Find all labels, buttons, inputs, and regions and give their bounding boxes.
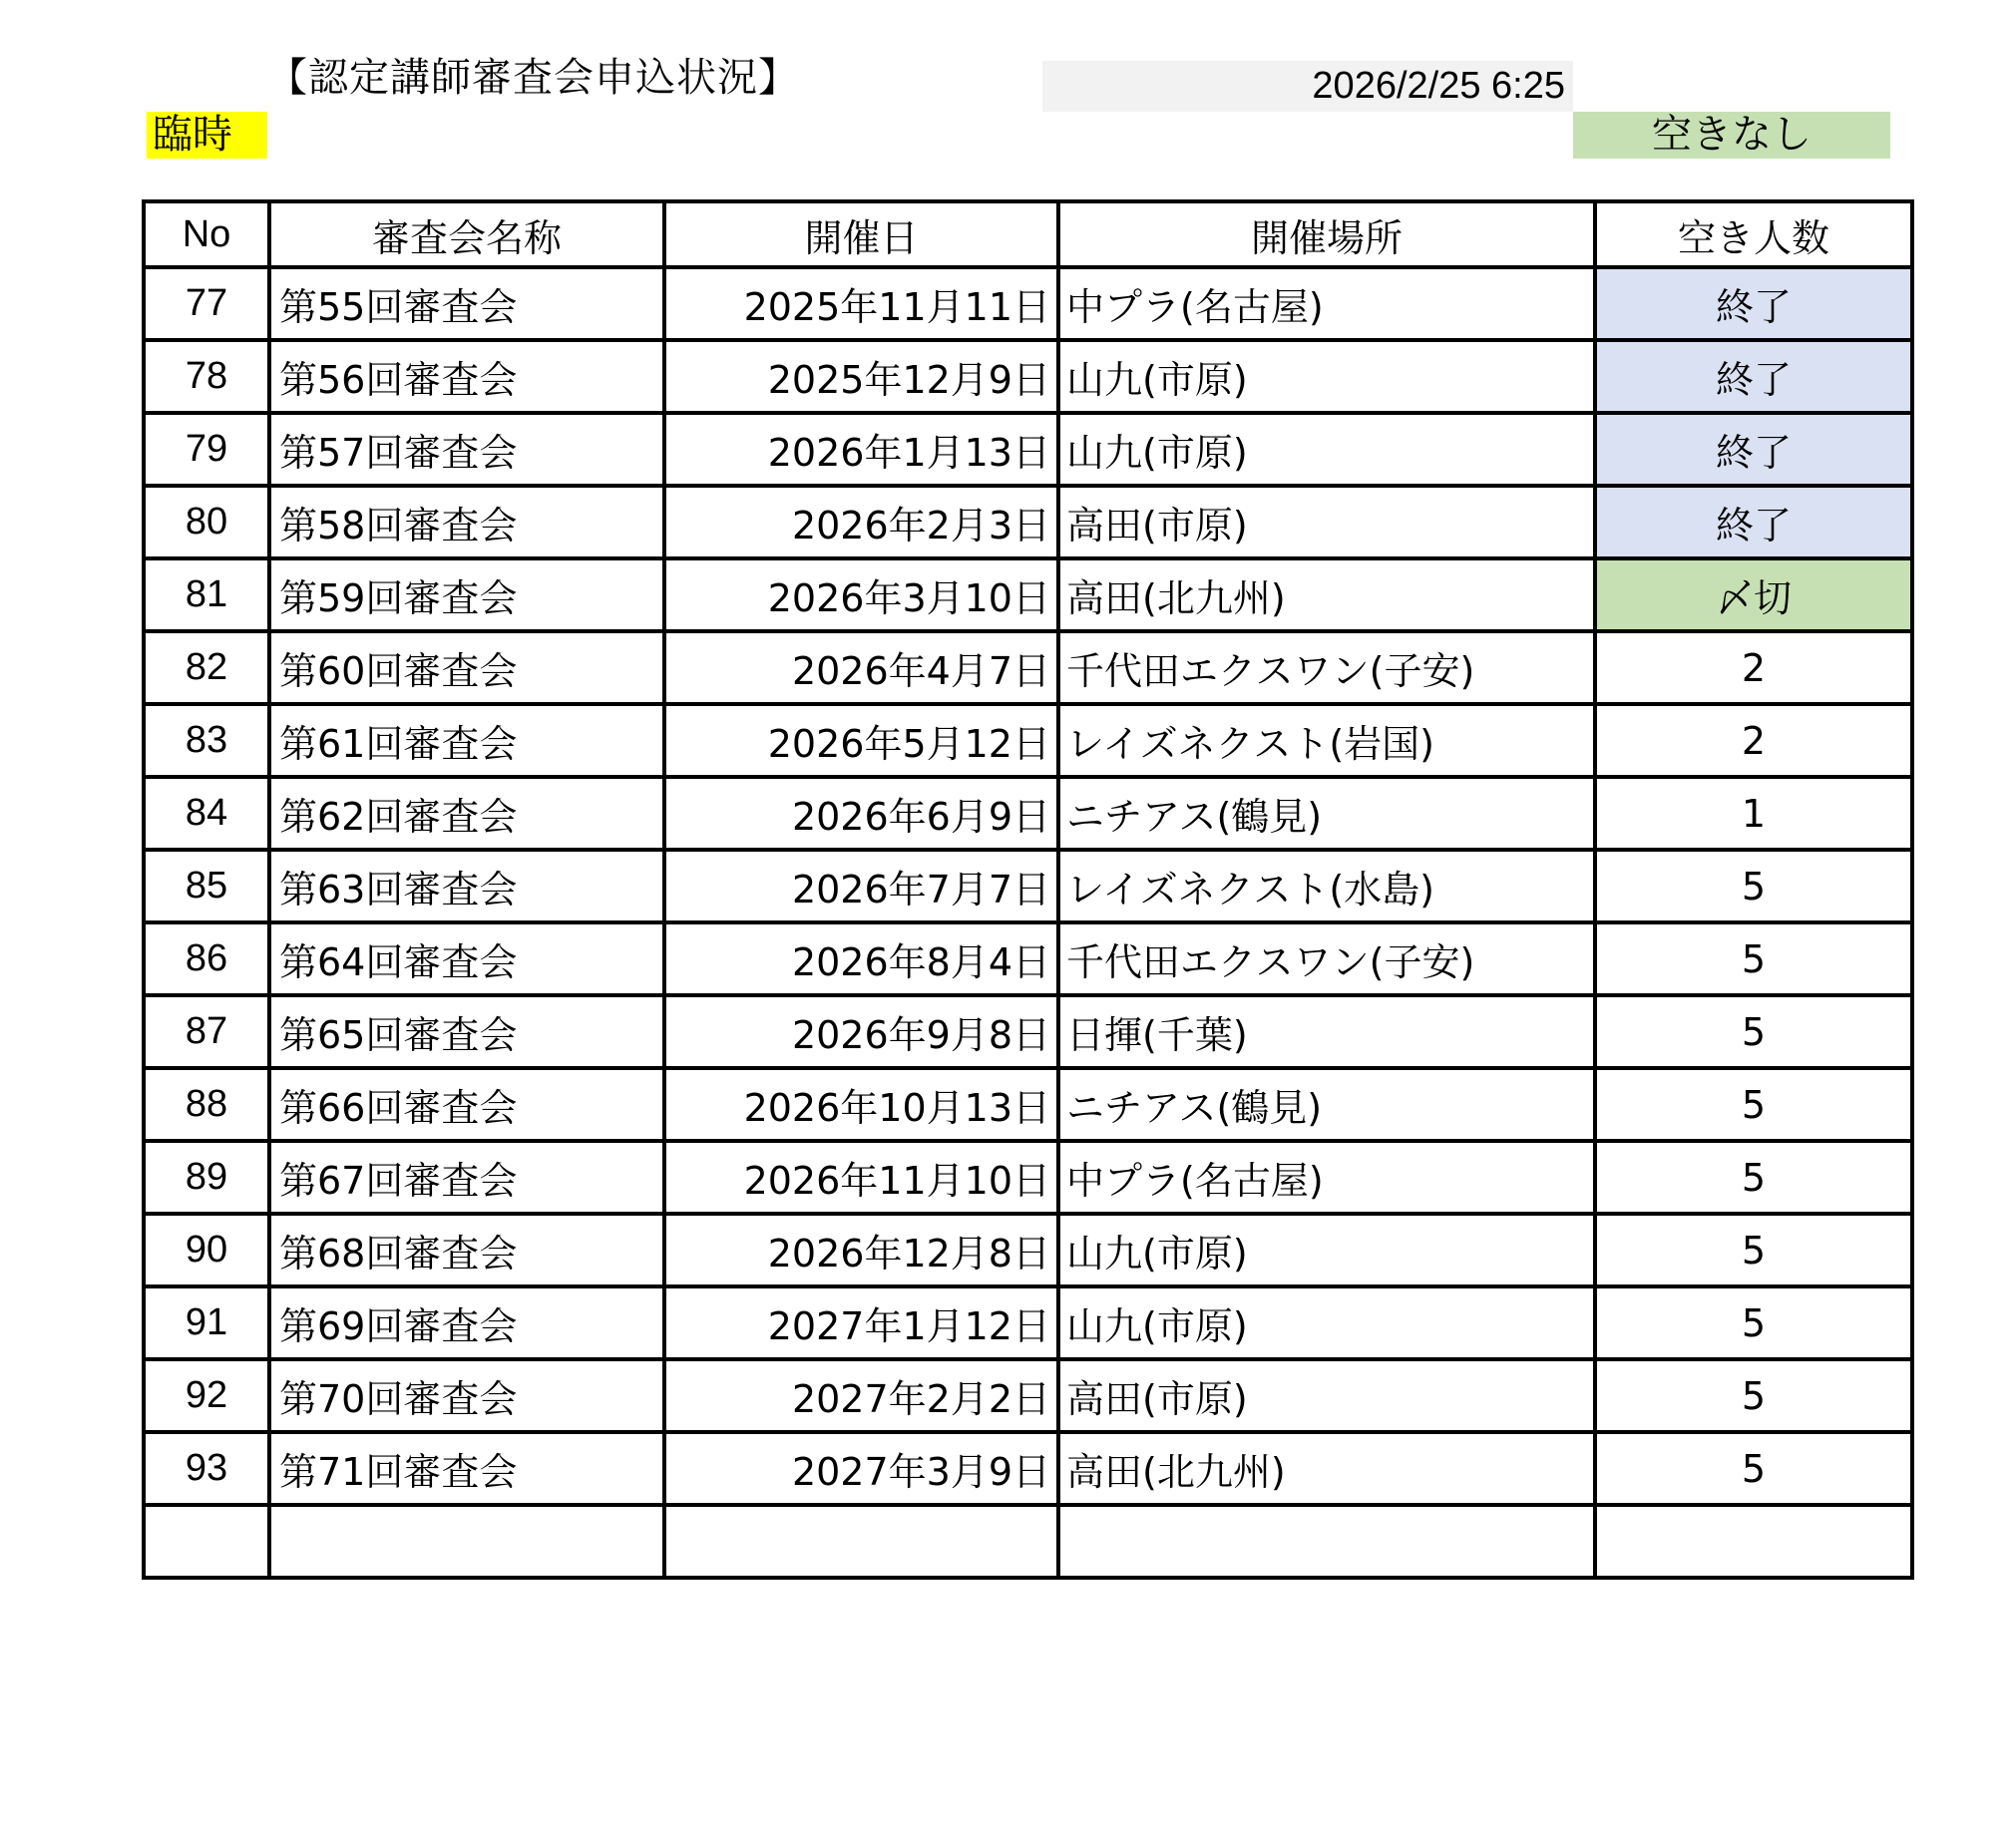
cell-name: 第68回審査会 bbox=[269, 1214, 664, 1286]
cell-availability: 終了 bbox=[1595, 413, 1912, 486]
cell-date: 2026年7月7日 bbox=[664, 850, 1058, 922]
table-row bbox=[144, 631, 1912, 704]
cell-no: 91 bbox=[144, 1286, 269, 1359]
cell-name: 第66回審査会 bbox=[269, 1068, 664, 1141]
cell-date: 2026年8月4日 bbox=[664, 922, 1058, 995]
cell-venue: 高田(市原) bbox=[1058, 486, 1595, 558]
cell-date: 2027年3月9日 bbox=[664, 1432, 1058, 1505]
cell-date: 2027年1月12日 bbox=[664, 1286, 1058, 1359]
cell-availability: 5 bbox=[1595, 995, 1912, 1068]
cell-venue: ニチアス(鶴見) bbox=[1058, 777, 1595, 850]
cell-no: 84 bbox=[144, 777, 269, 850]
cell-name: 第63回審査会 bbox=[269, 850, 664, 922]
cell-venue: 高田(北九州) bbox=[1058, 1432, 1595, 1505]
cell-availability: 5 bbox=[1595, 1068, 1912, 1141]
cell-name: 第62回審査会 bbox=[269, 777, 664, 850]
table-row bbox=[144, 922, 1912, 995]
cell-availability: 5 bbox=[1595, 1214, 1912, 1286]
cell-no: 79 bbox=[144, 413, 269, 486]
cell-no: 92 bbox=[144, 1359, 269, 1432]
column-header-availability: 空き人数 bbox=[1595, 201, 1912, 267]
cell-availability: 5 bbox=[1595, 850, 1912, 922]
cell-availability: 5 bbox=[1595, 1359, 1912, 1432]
table-row bbox=[144, 1068, 1912, 1141]
table-row bbox=[144, 558, 1912, 631]
cell-venue: 中プラ(名古屋) bbox=[1058, 267, 1595, 340]
table-row bbox=[144, 486, 1912, 558]
legend-no-vacancy: 空きなし bbox=[1573, 112, 1890, 159]
cell-date: 2026年4月7日 bbox=[664, 631, 1058, 704]
cell-availability bbox=[1595, 1505, 1912, 1578]
cell-availability: 5 bbox=[1595, 922, 1912, 995]
cell-venue: 千代田エクスワン(子安) bbox=[1058, 631, 1595, 704]
cell-availability: 5 bbox=[1595, 1286, 1912, 1359]
cell-name: 第56回審査会 bbox=[269, 340, 664, 413]
cell-name: 第71回審査会 bbox=[269, 1432, 664, 1505]
cell-venue: ニチアス(鶴見) bbox=[1058, 1068, 1595, 1141]
table-header-row bbox=[144, 201, 1912, 267]
cell-venue: 中プラ(名古屋) bbox=[1058, 1141, 1595, 1214]
cell-name: 第60回審査会 bbox=[269, 631, 664, 704]
schedule-table bbox=[142, 199, 1914, 1580]
cell-name: 第67回審査会 bbox=[269, 1141, 664, 1214]
cell-date: 2026年3月10日 bbox=[664, 558, 1058, 631]
cell-name: 第59回審査会 bbox=[269, 558, 664, 631]
updated-timestamp: 2026/2/25 6:25 bbox=[1042, 61, 1573, 112]
cell-date: 2026年1月13日 bbox=[664, 413, 1058, 486]
table-row bbox=[144, 1214, 1912, 1286]
cell-venue: 千代田エクスワン(子安) bbox=[1058, 922, 1595, 995]
column-header-name: 審査会名称 bbox=[269, 201, 664, 267]
cell-venue: 山九(市原) bbox=[1058, 1286, 1595, 1359]
cell-no: 87 bbox=[144, 995, 269, 1068]
cell-no: 83 bbox=[144, 704, 269, 777]
cell-no: 88 bbox=[144, 1068, 269, 1141]
cell-no: 93 bbox=[144, 1432, 269, 1505]
table-row bbox=[144, 1505, 1912, 1578]
cell-name: 第70回審査会 bbox=[269, 1359, 664, 1432]
cell-no: 81 bbox=[144, 558, 269, 631]
cell-name: 第55回審査会 bbox=[269, 267, 664, 340]
table-row bbox=[144, 777, 1912, 850]
table-row bbox=[144, 1359, 1912, 1432]
cell-venue: 高田(市原) bbox=[1058, 1359, 1595, 1432]
cell-date: 2026年2月3日 bbox=[664, 486, 1058, 558]
cell-date bbox=[664, 1505, 1058, 1578]
table-row bbox=[144, 995, 1912, 1068]
column-header-no: No bbox=[144, 201, 269, 267]
cell-no: 80 bbox=[144, 486, 269, 558]
cell-no: 86 bbox=[144, 922, 269, 995]
cell-date: 2026年10月13日 bbox=[664, 1068, 1058, 1141]
cell-date: 2027年2月2日 bbox=[664, 1359, 1058, 1432]
cell-date: 2025年11月11日 bbox=[664, 267, 1058, 340]
cell-venue: レイズネクスト(岩国) bbox=[1058, 704, 1595, 777]
cell-name: 第58回審査会 bbox=[269, 486, 664, 558]
cell-date: 2026年11月10日 bbox=[664, 1141, 1058, 1214]
table-row bbox=[144, 1432, 1912, 1505]
cell-name: 第69回審査会 bbox=[269, 1286, 664, 1359]
cell-name: 第57回審査会 bbox=[269, 413, 664, 486]
cell-availability: 5 bbox=[1595, 1432, 1912, 1505]
cell-date: 2026年6月9日 bbox=[664, 777, 1058, 850]
table-row bbox=[144, 413, 1912, 486]
cell-no: 78 bbox=[144, 340, 269, 413]
cell-no: 77 bbox=[144, 267, 269, 340]
page-title: 【認定講師審査会申込状況】 bbox=[267, 55, 799, 101]
cell-no: 82 bbox=[144, 631, 269, 704]
table-row bbox=[144, 267, 1912, 340]
cell-venue: 日揮(千葉) bbox=[1058, 995, 1595, 1068]
cell-availability: 終了 bbox=[1595, 340, 1912, 413]
table-row bbox=[144, 1286, 1912, 1359]
cell-date: 2026年5月12日 bbox=[664, 704, 1058, 777]
cell-availability: 2 bbox=[1595, 631, 1912, 704]
cell-venue: 山九(市原) bbox=[1058, 1214, 1595, 1286]
cell-venue: 高田(北九州) bbox=[1058, 558, 1595, 631]
cell-no: 90 bbox=[144, 1214, 269, 1286]
cell-date: 2025年12月9日 bbox=[664, 340, 1058, 413]
cell-venue bbox=[1058, 1505, 1595, 1578]
cell-availability: 終了 bbox=[1595, 486, 1912, 558]
cell-name: 第65回審査会 bbox=[269, 995, 664, 1068]
cell-date: 2026年9月8日 bbox=[664, 995, 1058, 1068]
cell-availability: 終了 bbox=[1595, 267, 1912, 340]
table-row bbox=[144, 1141, 1912, 1214]
cell-name: 第61回審査会 bbox=[269, 704, 664, 777]
cell-date: 2026年12月8日 bbox=[664, 1214, 1058, 1286]
column-header-venue: 開催場所 bbox=[1058, 201, 1595, 267]
tag-badge: 臨時 bbox=[147, 112, 267, 159]
cell-availability: 5 bbox=[1595, 1141, 1912, 1214]
table-row bbox=[144, 850, 1912, 922]
cell-availability: 1 bbox=[1595, 777, 1912, 850]
cell-availability: 〆切 bbox=[1595, 558, 1912, 631]
cell-no: 85 bbox=[144, 850, 269, 922]
cell-venue: レイズネクスト(水島) bbox=[1058, 850, 1595, 922]
table-row bbox=[144, 704, 1912, 777]
cell-availability: 2 bbox=[1595, 704, 1912, 777]
cell-name bbox=[269, 1505, 664, 1578]
column-header-date: 開催日 bbox=[664, 201, 1058, 267]
cell-name: 第64回審査会 bbox=[269, 922, 664, 995]
cell-no: 89 bbox=[144, 1141, 269, 1214]
cell-no bbox=[144, 1505, 269, 1578]
table-row bbox=[144, 340, 1912, 413]
cell-venue: 山九(市原) bbox=[1058, 340, 1595, 413]
cell-venue: 山九(市原) bbox=[1058, 413, 1595, 486]
